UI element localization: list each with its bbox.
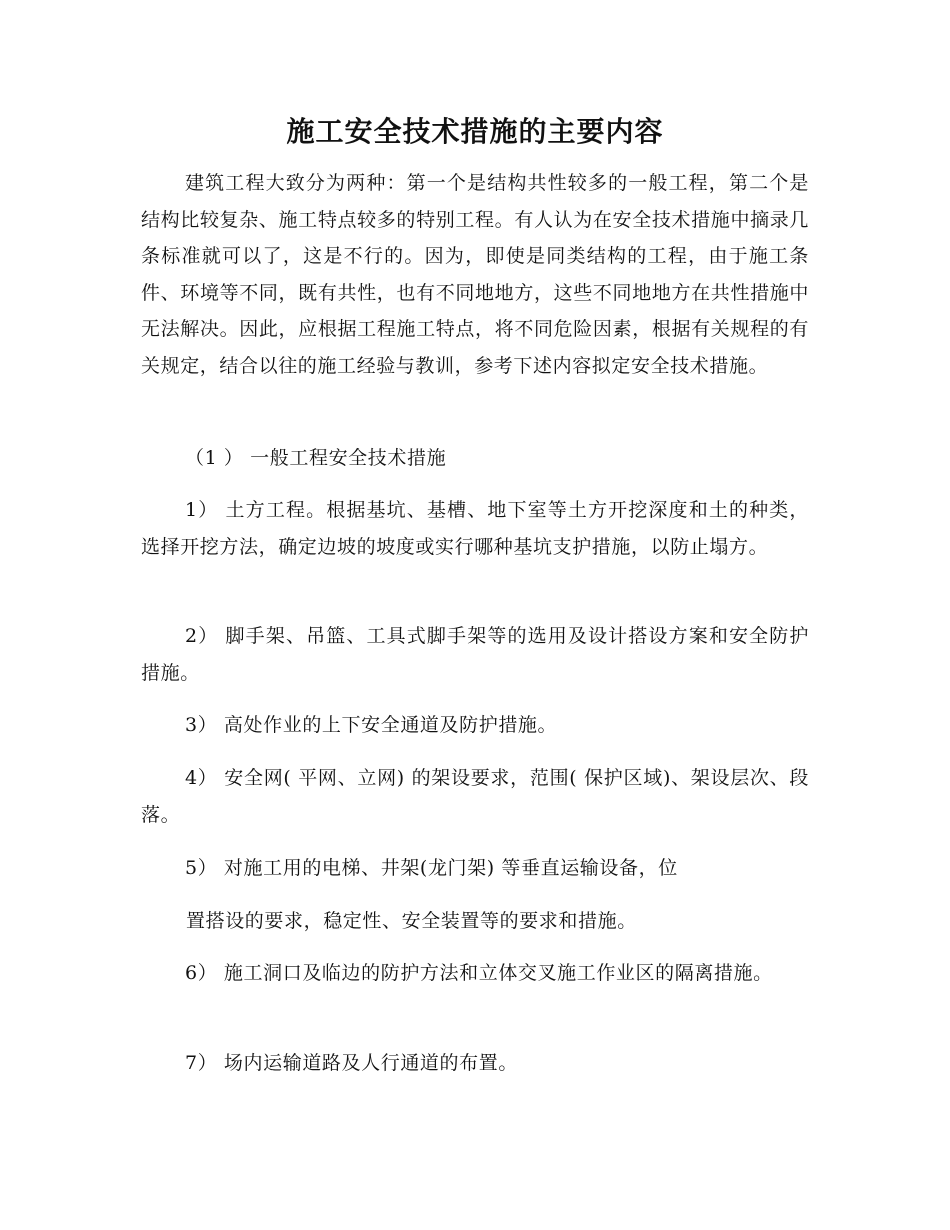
list-item-site-roads: 7） 场内运输道路及人行通道的布置。 bbox=[185, 1052, 518, 1074]
intro-paragraph: 建筑工程大致分为两种：第一个是结构共性较多的一般工程，第二个是结构比较复杂、施工特点较多的特别工程。有人认为在安全技术措施中摘录几条标准就可以了，这是不行的。因为，即使是同类结构的工程，由于施工条件、环境等不同，既有共性，也有不同地地方，这些不同地地方在共性措施中无法解决。因此，应根据工程施工特点，将不同危险因素，根据有关规程的有关规定，结合以往的施工经验与教训，参考下述内容拟定安全技术措施。 bbox=[141, 172, 809, 377]
list-item-safety-net: 4） 安全网( 平网、立网) 的架设要求，范围( 保护区域)、架设层次、段落。 bbox=[141, 767, 809, 826]
list-item-vertical-transport-continued: 置搭设的要求，稳定性、安全装置等的要求和措施。 bbox=[186, 910, 637, 932]
section-heading-general-measures: （1 ） 一般工程安全技术措施 bbox=[185, 447, 447, 469]
document-title: 施工安全技术措施的主要内容 bbox=[286, 115, 664, 148]
list-item-earthwork: 1） 土方工程。根据基坑、基槽、地下室等土方开挖深度和土的种类，选择开挖方法，确定边坡的坡度或实行哪种基坑支护措施，以防止塌方。 bbox=[141, 499, 809, 558]
list-item-vertical-transport: 5） 对施工用的电梯、井架(龙门架) 等垂直运输设备，位 bbox=[185, 857, 678, 879]
list-item-high-altitude-work: 3） 高处作业的上下安全通道及防护措施。 bbox=[185, 714, 558, 736]
list-item-scaffolding: 2） 脚手架、吊篮、工具式脚手架等的选用及设计搭设方案和安全防护措施。 bbox=[141, 625, 809, 684]
list-item-openings-protection: 6） 施工洞口及临边的防护方法和立体交叉施工作业区的隔离措施。 bbox=[185, 962, 773, 984]
